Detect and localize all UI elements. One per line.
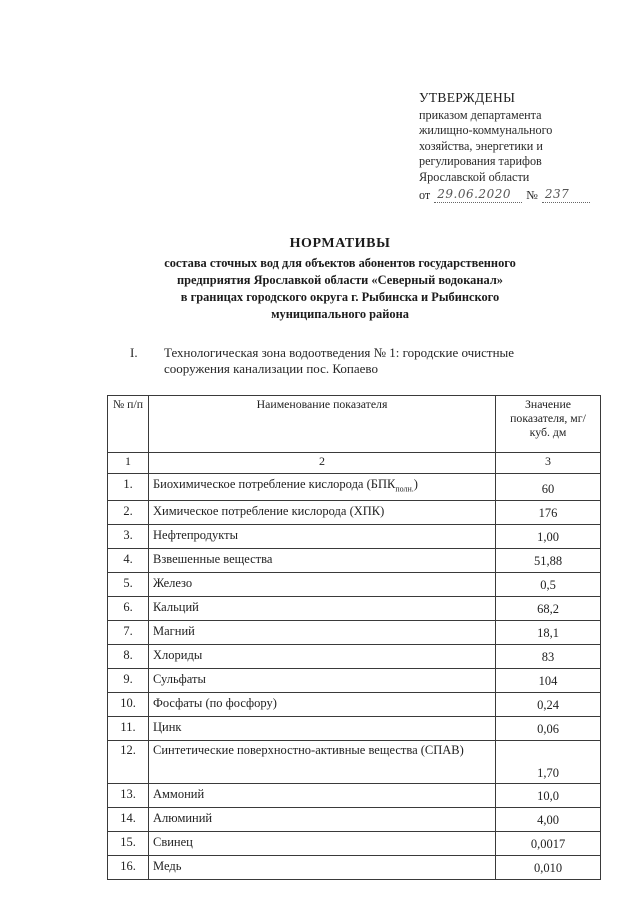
row-name: Синтетические поверхностно-активные вещества (СПАВ) bbox=[149, 740, 496, 783]
row-value: 0,0017 bbox=[496, 831, 601, 855]
row-number: 1. bbox=[108, 474, 149, 501]
row-value: 104 bbox=[496, 668, 601, 692]
row-value: 1,00 bbox=[496, 524, 601, 548]
row-value: 0,24 bbox=[496, 692, 601, 716]
row-number: 14. bbox=[108, 807, 149, 831]
row-number: 10. bbox=[108, 692, 149, 716]
row-name: Железо bbox=[149, 572, 496, 596]
row-name: Аммоний bbox=[149, 783, 496, 807]
table-row bbox=[108, 831, 601, 855]
table-row bbox=[108, 524, 601, 548]
row-value: 1,70 bbox=[496, 740, 601, 783]
number-prefix: № bbox=[526, 187, 538, 202]
row-name: Алюминий bbox=[149, 807, 496, 831]
approval-line: жилищно-коммунального bbox=[419, 123, 553, 138]
table-row bbox=[108, 596, 601, 620]
row-number: 16. bbox=[108, 855, 149, 879]
table-row bbox=[108, 548, 601, 572]
row-name: Хлориды bbox=[149, 644, 496, 668]
row-name: Биохимическое потребление кислорода $(БПК_{полн.})$ bbox=[149, 474, 496, 501]
zone-heading bbox=[130, 345, 570, 377]
zone-line: Технологическая зона водоотведения № 1: городские очистные bbox=[164, 345, 515, 360]
row-number: 11. bbox=[108, 716, 149, 740]
table-row bbox=[108, 807, 601, 831]
row-name: Взвешенные вещества bbox=[149, 548, 496, 572]
table-row bbox=[108, 644, 601, 668]
handwritten-number: 237 bbox=[542, 187, 590, 204]
approval-date-number bbox=[419, 187, 619, 204]
row-value: 0,06 bbox=[496, 716, 601, 740]
date-prefix: от bbox=[419, 187, 431, 202]
zone-number: I. bbox=[130, 345, 138, 360]
row-number: 7. bbox=[108, 620, 149, 644]
table-header-row bbox=[108, 396, 601, 453]
row-value: 60 bbox=[496, 474, 601, 501]
table-row bbox=[108, 668, 601, 692]
table-row bbox=[108, 716, 601, 740]
header-name: Наименование показателя bbox=[149, 396, 496, 453]
row-number: 13. bbox=[108, 783, 149, 807]
row-number: 3. bbox=[108, 524, 149, 548]
row-name: Кальций bbox=[149, 596, 496, 620]
title-main: НОРМАТИВЫ bbox=[289, 236, 391, 251]
table-row bbox=[108, 740, 601, 783]
approval-line: регулирования тарифов bbox=[419, 154, 542, 169]
approval-block bbox=[419, 90, 619, 203]
row-name: Цинк bbox=[149, 716, 496, 740]
row-value: 51,88 bbox=[496, 548, 601, 572]
row-number: 9. bbox=[108, 668, 149, 692]
row-value: 176 bbox=[496, 500, 601, 524]
row-number: 8. bbox=[108, 644, 149, 668]
table-row bbox=[108, 692, 601, 716]
row-number: 5. bbox=[108, 572, 149, 596]
row-value: 4,00 bbox=[496, 807, 601, 831]
table-row bbox=[108, 474, 601, 501]
title-line: муниципального района bbox=[271, 307, 409, 321]
zone-line: сооружения канализации пос. Копаево bbox=[164, 361, 378, 376]
header-number: № п/п bbox=[108, 396, 149, 453]
handwritten-date: 29.06.2020 bbox=[434, 187, 522, 204]
title-line: состава сточных вод для объектов абонентов государственного bbox=[164, 256, 516, 270]
table-row bbox=[108, 500, 601, 524]
table-row bbox=[108, 572, 601, 596]
column-index: 3 bbox=[496, 453, 601, 474]
row-value: 10,0 bbox=[496, 783, 601, 807]
approval-line: приказом департамента bbox=[419, 107, 542, 122]
title-line: предприятия Ярославкой области «Северный водоканал» bbox=[177, 273, 503, 287]
column-index: 2 bbox=[149, 453, 496, 474]
row-number: 6. bbox=[108, 596, 149, 620]
row-value: 18,1 bbox=[496, 620, 601, 644]
column-index: 1 bbox=[108, 453, 149, 474]
title-line: в границах городского округа г. Рыбинска и Рыбинского bbox=[180, 290, 500, 304]
approval-heading: УТВЕРЖДЕНЫ bbox=[419, 90, 516, 105]
approval-line: Ярославской области bbox=[419, 169, 530, 184]
row-number: 4. bbox=[108, 548, 149, 572]
row-value: 0,010 bbox=[496, 855, 601, 879]
header-value: Значение показателя, мг/куб. дм bbox=[496, 396, 601, 453]
approval-line: хозяйства, энергетики и bbox=[419, 138, 543, 153]
row-name: Свинец bbox=[149, 831, 496, 855]
row-value: 0,5 bbox=[496, 572, 601, 596]
row-number: 15. bbox=[108, 831, 149, 855]
table-row bbox=[108, 855, 601, 879]
row-value: 68,2 bbox=[496, 596, 601, 620]
row-name: Нефтепродукты bbox=[149, 524, 496, 548]
table-row bbox=[108, 783, 601, 807]
table-row bbox=[108, 620, 601, 644]
row-name: Фосфаты (по фосфору) bbox=[149, 692, 496, 716]
row-name: Магний bbox=[149, 620, 496, 644]
row-value: 83 bbox=[496, 644, 601, 668]
row-name: Химическое потребление кислорода (ХПК) bbox=[149, 500, 496, 524]
norms-table bbox=[107, 395, 601, 880]
document-title bbox=[100, 236, 580, 323]
row-name: Сульфаты bbox=[149, 668, 496, 692]
row-number: 2. bbox=[108, 500, 149, 524]
row-name: Медь bbox=[149, 855, 496, 879]
column-index-row bbox=[108, 453, 601, 474]
row-number: 12. bbox=[108, 740, 149, 783]
